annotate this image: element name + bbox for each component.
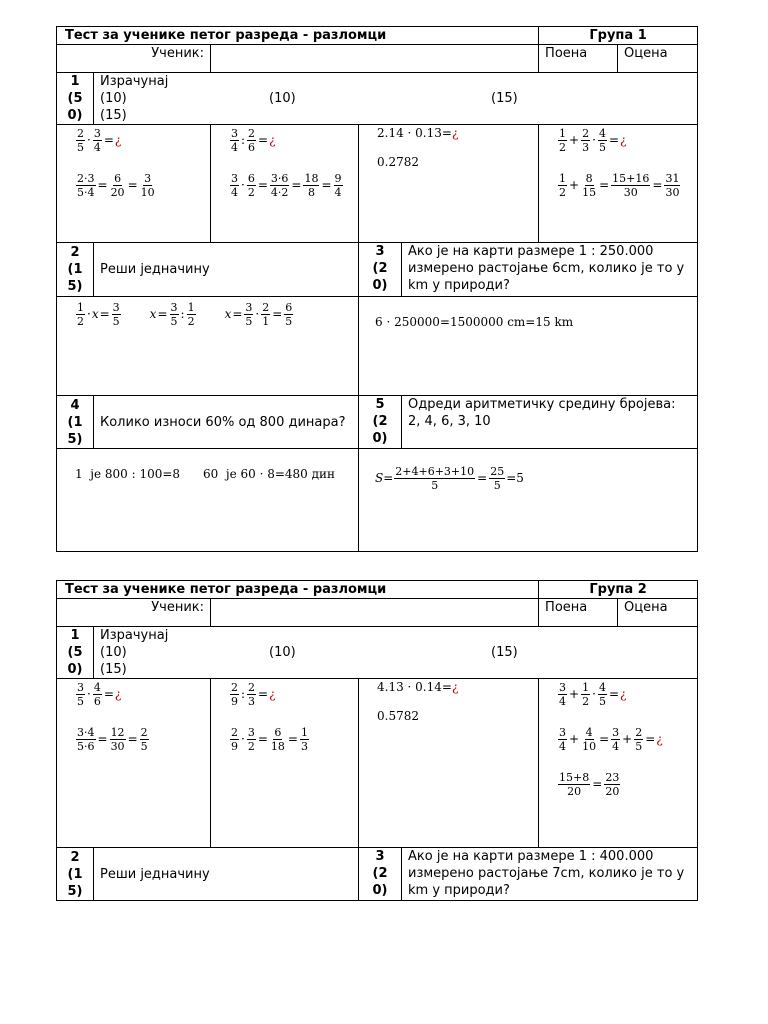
group-label: Група 1 [539,27,698,45]
task-number: 4 (1 5) [57,396,94,449]
task-instruction [94,627,698,679]
task-number: 5 (2 0) [359,396,402,448]
points-label: Поена [539,599,618,627]
grade-label: Оцена [618,45,698,73]
points-1: (10) [100,645,127,660]
test-sheet-group-2 [56,580,697,901]
task-number: 3 (2 0) [359,243,402,296]
test-title: Тест за ученике петог разреда - разломци [57,581,539,599]
task-number: 2 (1 5) [57,243,94,297]
points-1: (10) [100,91,127,106]
student-name-field[interactable] [211,599,539,627]
calc-cell-1: $\frac{2}{5}$ · $\frac{3}{4}$ = ¿ $\frac{2\cdot 3}{5\cdot 4}$ = $\frac{6}{20}$ = $\frac{3}{10}$ [57,125,211,243]
test-sheet-group-1 [56,26,697,552]
task-text: Израчунај [100,628,169,643]
task-text: Ако је на карти размере 1 : 250.000 измерено растојање 6cm, колико је то у km у природи? [408,244,685,293]
calc-cell-1: $\frac{3}{5}$ · $\frac{4}{6}$ = ¿ $\frac{3\cdot 4}{5\cdot 6}$ = $\frac{12}{30}$ = $\frac{2}{5}$ [57,679,211,848]
task-3-cell [359,243,698,297]
test-table [56,26,698,552]
points-4: (15) [100,108,127,123]
percent-solution: 1 је 800 : 100=8 60 је 60 · 8=480 дин [57,449,359,552]
grade-label: Оцена [618,599,698,627]
calc-cell-3: 4.13 · 0.14= ¿ 0.5782 [359,679,539,848]
test-title: Тест за ученике петог разреда - разломци [57,27,539,45]
student-label: Ученик: [57,599,211,627]
task-3-cell [359,848,698,901]
task-text: Реши једначину [94,848,359,901]
task-text: Колико износи 60% од 800 динара? [94,396,359,449]
task-number: 1 (5 0) [57,627,94,679]
map-solution: 6 · 250000=1500000 cm=15 km [359,297,698,396]
task-text: Реши једначину [94,243,359,297]
points-3: (15) [491,91,518,106]
equation-solution: $\frac{1}{2}$ · x = $\frac{3}{5}$ x = $\frac{3}{5}$ : $\frac{1}{2}$ x = $\frac{3}{5}$ · $\frac{2}{1}$ = $\frac{6}{5}$ [57,297,359,396]
points-2: (10) [269,91,296,106]
points-3: (15) [491,645,518,660]
task-instruction [94,73,698,125]
task-text: Ако је на карти размере 1 : 400.000 измерено растојање 7cm, колико је то у km у природи? [408,849,685,898]
calc-cell-4: $\frac{1}{2}$ + $\frac{2}{3}$ · $\frac{4}{5}$ = ¿ $\frac{1}{2}$ + $\frac{8}{15}$ = $\frac{15+16}{30}$ = $\frac{31}{30}$ [539,125,698,243]
test-table [56,580,698,901]
task-number: 1 (5 0) [57,73,94,125]
points-4: (15) [100,662,127,677]
task-number: 2 (1 5) [57,848,94,901]
group-label: Група 2 [539,581,698,599]
task-number: 3 (2 0) [359,848,402,900]
calc-cell-4: $\frac{3}{4}$ + $\frac{1}{2}$ · $\frac{4}{5}$ = ¿ $\frac{3}{4}$ + $\frac{4}{10}$ = $\frac{3}{4}$ + $\frac{2}{5}$ = ¿ $\frac{15+8}{20}$ = $\frac{23}{20}$ [539,679,698,848]
points-label: Поена [539,45,618,73]
task-5-cell [359,396,698,449]
student-name-field[interactable] [211,45,539,73]
task-text: Израчунај [100,74,169,89]
task-text: Одреди аритметичку средину бројева: 2, 4, 6, 3, 10 [408,397,676,429]
points-2: (10) [269,645,296,660]
calc-cell-2: $\frac{2}{9}$ : $\frac{2}{3}$ = ¿ $\frac{2}{9}$ · $\frac{3}{2}$ = $\frac{6}{18}$ = $\frac{1}{3}$ [211,679,359,848]
average-solution: S= $\frac{2+4+6+3+10}{5}$ = $\frac{25}{5}$ =5 [359,449,698,552]
calc-cell-2: $\frac{3}{4}$ : $\frac{2}{6}$ = ¿ $\frac{3}{4}$ · $\frac{6}{2}$ = $\frac{3\cdot 6}{4\cdot 2}$ = $\frac{18}{8}$ = $\frac{9}{4}$ [211,125,359,243]
student-label: Ученик: [57,45,211,73]
calc-cell-3: 2.14 · 0.13= ¿ 0.2782 [359,125,539,243]
